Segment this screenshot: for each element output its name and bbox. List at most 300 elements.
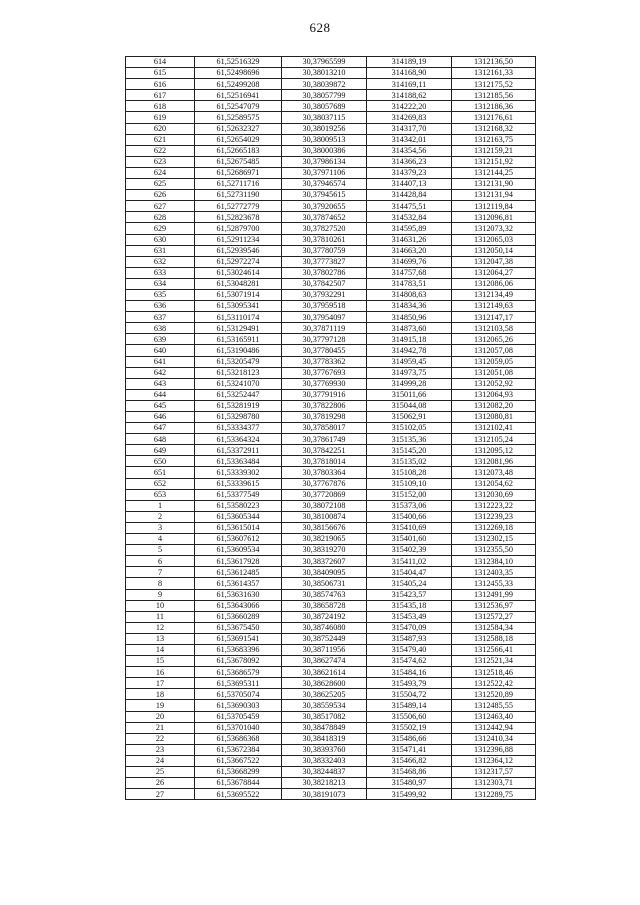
y-coordinate-cell: 1312518,46 — [452, 667, 536, 678]
latitude-cell: 61,53612485 — [195, 567, 282, 578]
longitude-cell: 30,38072108 — [282, 500, 367, 511]
x-coordinate-cell: 314269,83 — [367, 112, 452, 123]
latitude-cell: 61,53110174 — [195, 312, 282, 323]
latitude-cell: 61,53071914 — [195, 289, 282, 300]
point-number-cell: 638 — [126, 323, 195, 334]
table-row — [126, 400, 536, 411]
point-number-cell: 7 — [126, 567, 195, 578]
y-coordinate-cell: 1312119,84 — [452, 201, 536, 212]
longitude-cell: 30,37791916 — [282, 389, 367, 400]
point-number-cell: 651 — [126, 467, 195, 478]
y-coordinate-cell: 1312185,56 — [452, 90, 536, 101]
longitude-cell: 30,38746080 — [282, 622, 367, 633]
point-number-cell: 641 — [126, 356, 195, 367]
point-number-cell: 19 — [126, 700, 195, 711]
latitude-cell: 61,53363484 — [195, 456, 282, 467]
point-number-cell: 636 — [126, 301, 195, 312]
point-number-cell: 13 — [126, 633, 195, 644]
point-number-cell: 618 — [126, 101, 195, 112]
longitude-cell: 30,37822806 — [282, 400, 367, 411]
table-row — [126, 245, 536, 256]
y-coordinate-cell: 1312396,88 — [452, 744, 536, 755]
latitude-cell: 61,53165911 — [195, 334, 282, 345]
latitude-cell: 61,53364324 — [195, 434, 282, 445]
longitude-cell: 30,37842251 — [282, 445, 367, 456]
point-number-cell: 17 — [126, 678, 195, 689]
table-row — [126, 478, 536, 489]
latitude-cell: 61,53580223 — [195, 500, 282, 511]
x-coordinate-cell: 314475,51 — [367, 201, 452, 212]
table-row — [126, 622, 536, 633]
longitude-cell: 30,38100874 — [282, 511, 367, 522]
point-number-cell: 20 — [126, 711, 195, 722]
longitude-cell: 30,38752449 — [282, 633, 367, 644]
point-number-cell: 642 — [126, 367, 195, 378]
table-row — [126, 145, 536, 156]
latitude-cell: 61,52547079 — [195, 101, 282, 112]
latitude-cell: 61,53672384 — [195, 744, 282, 755]
point-number-cell: 643 — [126, 378, 195, 389]
table-row — [126, 744, 536, 755]
longitude-cell: 30,37874652 — [282, 212, 367, 223]
longitude-cell: 30,37946574 — [282, 179, 367, 190]
y-coordinate-cell: 1312136,50 — [452, 57, 536, 68]
y-coordinate-cell: 1312588,18 — [452, 633, 536, 644]
longitude-cell: 30,38625205 — [282, 689, 367, 700]
point-number-cell: 3 — [126, 522, 195, 533]
y-coordinate-cell: 1312050,14 — [452, 245, 536, 256]
table-row — [126, 201, 536, 212]
latitude-cell: 61,53252447 — [195, 389, 282, 400]
y-coordinate-cell: 1312030,69 — [452, 489, 536, 500]
point-number-cell: 26 — [126, 778, 195, 789]
table-row — [126, 767, 536, 778]
point-number-cell: 652 — [126, 478, 195, 489]
table-row — [126, 156, 536, 167]
latitude-cell: 61,52675485 — [195, 156, 282, 167]
point-number-cell: 625 — [126, 179, 195, 190]
y-coordinate-cell: 1312144,25 — [452, 167, 536, 178]
x-coordinate-cell: 314168,90 — [367, 68, 452, 79]
longitude-cell: 30,38191073 — [282, 789, 367, 800]
x-coordinate-cell: 315487,93 — [367, 633, 452, 644]
longitude-cell: 30,38409095 — [282, 567, 367, 578]
latitude-cell: 61,53668299 — [195, 767, 282, 778]
table-row — [126, 323, 536, 334]
longitude-cell: 30,38319270 — [282, 545, 367, 556]
y-coordinate-cell: 1312149,63 — [452, 301, 536, 312]
y-coordinate-cell: 1312384,10 — [452, 556, 536, 567]
longitude-cell: 30,37954097 — [282, 312, 367, 323]
longitude-cell: 30,38628600 — [282, 678, 367, 689]
point-number-cell: 631 — [126, 245, 195, 256]
table-row — [126, 467, 536, 478]
latitude-cell: 61,52686971 — [195, 167, 282, 178]
y-coordinate-cell: 1312054,62 — [452, 478, 536, 489]
y-coordinate-cell: 1312065,03 — [452, 234, 536, 245]
longitude-cell: 30,37802786 — [282, 267, 367, 278]
x-coordinate-cell: 315423,57 — [367, 589, 452, 600]
y-coordinate-cell: 1312065,26 — [452, 334, 536, 345]
longitude-cell: 30,37769930 — [282, 378, 367, 389]
x-coordinate-cell: 314379,23 — [367, 167, 452, 178]
table-row — [126, 733, 536, 744]
longitude-cell: 30,37803364 — [282, 467, 367, 478]
longitude-cell: 30,38057799 — [282, 90, 367, 101]
table-row — [126, 179, 536, 190]
y-coordinate-cell: 1312317,57 — [452, 767, 536, 778]
x-coordinate-cell: 315470,09 — [367, 622, 452, 633]
x-coordinate-cell: 315486,66 — [367, 733, 452, 744]
longitude-cell: 30,38332403 — [282, 755, 367, 766]
y-coordinate-cell: 1312064,93 — [452, 389, 536, 400]
point-number-cell: 640 — [126, 345, 195, 356]
point-number-cell: 18 — [126, 689, 195, 700]
y-coordinate-cell: 1312134,49 — [452, 289, 536, 300]
point-number-cell: 637 — [126, 312, 195, 323]
latitude-cell: 61,52731190 — [195, 190, 282, 201]
x-coordinate-cell: 315453,49 — [367, 611, 452, 622]
x-coordinate-cell: 315489,14 — [367, 700, 452, 711]
x-coordinate-cell: 315480,97 — [367, 778, 452, 789]
table-row — [126, 611, 536, 622]
latitude-cell: 61,53129491 — [195, 323, 282, 334]
latitude-cell: 61,53643066 — [195, 600, 282, 611]
latitude-cell: 61,52516329 — [195, 57, 282, 68]
point-number-cell: 653 — [126, 489, 195, 500]
point-number-cell: 9 — [126, 589, 195, 600]
table-row — [126, 456, 536, 467]
y-coordinate-cell: 1312522,42 — [452, 678, 536, 689]
y-coordinate-cell: 1312223,22 — [452, 500, 536, 511]
latitude-cell: 61,53701040 — [195, 722, 282, 733]
x-coordinate-cell: 314407,13 — [367, 179, 452, 190]
point-number-cell: 616 — [126, 79, 195, 90]
y-coordinate-cell: 1312455,33 — [452, 578, 536, 589]
table-row — [126, 312, 536, 323]
x-coordinate-cell: 314699,76 — [367, 256, 452, 267]
longitude-cell: 30,37773827 — [282, 256, 367, 267]
latitude-cell: 61,52499208 — [195, 79, 282, 90]
table-row — [126, 267, 536, 278]
longitude-cell: 30,38724192 — [282, 611, 367, 622]
y-coordinate-cell: 1312161,33 — [452, 68, 536, 79]
latitude-cell: 61,53695311 — [195, 678, 282, 689]
x-coordinate-cell: 315400,66 — [367, 511, 452, 522]
table-row — [126, 278, 536, 289]
table-row — [126, 345, 536, 356]
y-coordinate-cell: 1312131,94 — [452, 190, 536, 201]
table-row — [126, 578, 536, 589]
latitude-cell: 61,53705459 — [195, 711, 282, 722]
y-coordinate-cell: 1312086,06 — [452, 278, 536, 289]
longitude-cell: 30,37797128 — [282, 334, 367, 345]
y-coordinate-cell: 1312403,35 — [452, 567, 536, 578]
x-coordinate-cell: 315145,20 — [367, 445, 452, 456]
point-number-cell: 21 — [126, 722, 195, 733]
table-row — [126, 678, 536, 689]
table-row — [126, 234, 536, 245]
point-number-cell: 23 — [126, 744, 195, 755]
longitude-cell: 30,37780759 — [282, 245, 367, 256]
point-number-cell: 16 — [126, 667, 195, 678]
longitude-cell: 30,37861749 — [282, 434, 367, 445]
longitude-cell: 30,37842507 — [282, 278, 367, 289]
table-row — [126, 301, 536, 312]
y-coordinate-cell: 1312302,15 — [452, 534, 536, 545]
point-number-cell: 624 — [126, 167, 195, 178]
y-coordinate-cell: 1312147,17 — [452, 312, 536, 323]
table-row — [126, 589, 536, 600]
x-coordinate-cell: 314808,63 — [367, 289, 452, 300]
y-coordinate-cell: 1312105,24 — [452, 434, 536, 445]
longitude-cell: 30,37932291 — [282, 289, 367, 300]
longitude-cell: 30,38478849 — [282, 722, 367, 733]
longitude-cell: 30,38037115 — [282, 112, 367, 123]
y-coordinate-cell: 1312047,38 — [452, 256, 536, 267]
longitude-cell: 30,38039872 — [282, 79, 367, 90]
y-coordinate-cell: 1312491,99 — [452, 589, 536, 600]
latitude-cell: 61,53667522 — [195, 755, 282, 766]
y-coordinate-cell: 1312175,52 — [452, 79, 536, 90]
y-coordinate-cell: 1312168,32 — [452, 123, 536, 134]
point-number-cell: 635 — [126, 289, 195, 300]
y-coordinate-cell: 1312059,05 — [452, 356, 536, 367]
point-number-cell: 4 — [126, 534, 195, 545]
latitude-cell: 61,52972274 — [195, 256, 282, 267]
point-number-cell: 8 — [126, 578, 195, 589]
table-row — [126, 545, 536, 556]
x-coordinate-cell: 314999,28 — [367, 378, 452, 389]
x-coordinate-cell: 315108,28 — [367, 467, 452, 478]
point-number-cell: 633 — [126, 267, 195, 278]
table-row — [126, 79, 536, 90]
latitude-cell: 61,53614357 — [195, 578, 282, 589]
latitude-cell: 61,52823678 — [195, 212, 282, 223]
latitude-cell: 61,52589575 — [195, 112, 282, 123]
x-coordinate-cell: 315102,05 — [367, 423, 452, 434]
x-coordinate-cell: 314342,01 — [367, 134, 452, 145]
y-coordinate-cell: 1312081,96 — [452, 456, 536, 467]
longitude-cell: 30,38517082 — [282, 711, 367, 722]
point-number-cell: 628 — [126, 212, 195, 223]
x-coordinate-cell: 315479,40 — [367, 644, 452, 655]
y-coordinate-cell: 1312364,12 — [452, 755, 536, 766]
latitude-cell: 61,53605344 — [195, 511, 282, 522]
point-number-cell: 623 — [126, 156, 195, 167]
x-coordinate-cell: 314317,70 — [367, 123, 452, 134]
point-number-cell: 5 — [126, 545, 195, 556]
latitude-cell: 61,53218123 — [195, 367, 282, 378]
table-row — [126, 722, 536, 733]
y-coordinate-cell: 1312289,75 — [452, 789, 536, 800]
latitude-cell: 61,53690303 — [195, 700, 282, 711]
longitude-cell: 30,38574763 — [282, 589, 367, 600]
point-number-cell: 626 — [126, 190, 195, 201]
table-row — [126, 644, 536, 655]
y-coordinate-cell: 1312102,41 — [452, 423, 536, 434]
x-coordinate-cell: 314973,75 — [367, 367, 452, 378]
x-coordinate-cell: 315504,72 — [367, 689, 452, 700]
table-row — [126, 412, 536, 423]
longitude-cell: 30,37767693 — [282, 367, 367, 378]
latitude-cell: 61,53631630 — [195, 589, 282, 600]
latitude-cell: 61,53334377 — [195, 423, 282, 434]
longitude-cell: 30,38219065 — [282, 534, 367, 545]
x-coordinate-cell: 315506,60 — [367, 711, 452, 722]
x-coordinate-cell: 315135,02 — [367, 456, 452, 467]
x-coordinate-cell: 315044,08 — [367, 400, 452, 411]
table-row — [126, 223, 536, 234]
latitude-cell: 61,53675450 — [195, 622, 282, 633]
point-number-cell: 650 — [126, 456, 195, 467]
x-coordinate-cell: 314663,20 — [367, 245, 452, 256]
x-coordinate-cell: 314873,60 — [367, 323, 452, 334]
y-coordinate-cell: 1312572,27 — [452, 611, 536, 622]
table-row — [126, 134, 536, 145]
table-row — [126, 556, 536, 567]
x-coordinate-cell: 314850,96 — [367, 312, 452, 323]
point-number-cell: 6 — [126, 556, 195, 567]
x-coordinate-cell: 314834,36 — [367, 301, 452, 312]
x-coordinate-cell: 314366,23 — [367, 156, 452, 167]
x-coordinate-cell: 314595,89 — [367, 223, 452, 234]
latitude-cell: 61,53298780 — [195, 412, 282, 423]
table-row — [126, 90, 536, 101]
longitude-cell: 30,37986134 — [282, 156, 367, 167]
longitude-cell: 30,38156676 — [282, 522, 367, 533]
x-coordinate-cell: 315411,02 — [367, 556, 452, 567]
page-number: 628 — [309, 20, 331, 35]
y-coordinate-cell: 1312096,81 — [452, 212, 536, 223]
longitude-cell: 30,38019256 — [282, 123, 367, 134]
longitude-cell: 30,38009513 — [282, 134, 367, 145]
longitude-cell: 30,38418319 — [282, 733, 367, 744]
latitude-cell: 61,53686579 — [195, 667, 282, 678]
point-number-cell: 620 — [126, 123, 195, 134]
longitude-cell: 30,37965599 — [282, 57, 367, 68]
y-coordinate-cell: 1312103,58 — [452, 323, 536, 334]
y-coordinate-cell: 1312082,20 — [452, 400, 536, 411]
x-coordinate-cell: 314942,78 — [367, 345, 452, 356]
table-row — [126, 489, 536, 500]
point-number-cell: 11 — [126, 611, 195, 622]
latitude-cell: 61,53607612 — [195, 534, 282, 545]
x-coordinate-cell: 314169,11 — [367, 79, 452, 90]
x-coordinate-cell: 315484,16 — [367, 667, 452, 678]
latitude-cell: 61,53281919 — [195, 400, 282, 411]
y-coordinate-cell: 1312520,89 — [452, 689, 536, 700]
table-row — [126, 656, 536, 667]
latitude-cell: 61,53705074 — [195, 689, 282, 700]
longitude-cell: 30,37920655 — [282, 201, 367, 212]
y-coordinate-cell: 1312073,32 — [452, 223, 536, 234]
point-number-cell: 14 — [126, 644, 195, 655]
x-coordinate-cell: 315152,00 — [367, 489, 452, 500]
x-coordinate-cell: 315135,36 — [367, 434, 452, 445]
point-number-cell: 644 — [126, 389, 195, 400]
x-coordinate-cell: 314631,26 — [367, 234, 452, 245]
longitude-cell: 30,37818014 — [282, 456, 367, 467]
x-coordinate-cell: 314188,62 — [367, 90, 452, 101]
y-coordinate-cell: 1312073,48 — [452, 467, 536, 478]
latitude-cell: 61,52632327 — [195, 123, 282, 134]
latitude-cell: 61,52654029 — [195, 134, 282, 145]
point-number-cell: 15 — [126, 656, 195, 667]
point-number-cell: 629 — [126, 223, 195, 234]
table-row — [126, 423, 536, 434]
longitude-cell: 30,38057689 — [282, 101, 367, 112]
latitude-cell: 61,52516941 — [195, 90, 282, 101]
y-coordinate-cell: 1312064,27 — [452, 267, 536, 278]
latitude-cell: 61,53695522 — [195, 789, 282, 800]
latitude-cell: 61,53615014 — [195, 522, 282, 533]
table-row — [126, 534, 536, 545]
x-coordinate-cell: 314354,56 — [367, 145, 452, 156]
latitude-cell: 61,53048281 — [195, 278, 282, 289]
longitude-cell: 30,38218213 — [282, 778, 367, 789]
table-row — [126, 378, 536, 389]
point-number-cell: 27 — [126, 789, 195, 800]
point-number-cell: 614 — [126, 57, 195, 68]
x-coordinate-cell: 314915,18 — [367, 334, 452, 345]
longitude-cell: 30,38559534 — [282, 700, 367, 711]
x-coordinate-cell: 315466,82 — [367, 755, 452, 766]
longitude-cell: 30,38013210 — [282, 68, 367, 79]
table-row — [126, 445, 536, 456]
coordinates-table — [125, 56, 536, 800]
latitude-cell: 61,52498696 — [195, 68, 282, 79]
table-row — [126, 500, 536, 511]
longitude-cell: 30,38711956 — [282, 644, 367, 655]
longitude-cell: 30,37767876 — [282, 478, 367, 489]
longitude-cell: 30,38393760 — [282, 744, 367, 755]
point-number-cell: 619 — [126, 112, 195, 123]
latitude-cell: 61,53609534 — [195, 545, 282, 556]
point-number-cell: 646 — [126, 412, 195, 423]
latitude-cell: 61,52665183 — [195, 145, 282, 156]
y-coordinate-cell: 1312442,94 — [452, 722, 536, 733]
x-coordinate-cell: 314532,84 — [367, 212, 452, 223]
x-coordinate-cell: 315402,39 — [367, 545, 452, 556]
table-row — [126, 711, 536, 722]
table-row — [126, 689, 536, 700]
latitude-cell: 61,52879700 — [195, 223, 282, 234]
longitude-cell: 30,38658728 — [282, 600, 367, 611]
longitude-cell: 30,38506731 — [282, 578, 367, 589]
table-row — [126, 190, 536, 201]
latitude-cell: 61,53095341 — [195, 301, 282, 312]
x-coordinate-cell: 315404,47 — [367, 567, 452, 578]
x-coordinate-cell: 314189,19 — [367, 57, 452, 68]
longitude-cell: 30,38244837 — [282, 767, 367, 778]
y-coordinate-cell: 1312239,23 — [452, 511, 536, 522]
longitude-cell: 30,38000386 — [282, 145, 367, 156]
latitude-cell: 61,53339302 — [195, 467, 282, 478]
latitude-cell: 61,53241070 — [195, 378, 282, 389]
table-row — [126, 522, 536, 533]
y-coordinate-cell: 1312095,12 — [452, 445, 536, 456]
y-coordinate-cell: 1312051,08 — [452, 367, 536, 378]
x-coordinate-cell: 315109,10 — [367, 478, 452, 489]
y-coordinate-cell: 1312052,92 — [452, 378, 536, 389]
table-row — [126, 112, 536, 123]
table-row — [126, 256, 536, 267]
latitude-cell: 61,53678844 — [195, 778, 282, 789]
table-row — [126, 511, 536, 522]
point-number-cell: 24 — [126, 755, 195, 766]
latitude-cell: 61,53686368 — [195, 733, 282, 744]
